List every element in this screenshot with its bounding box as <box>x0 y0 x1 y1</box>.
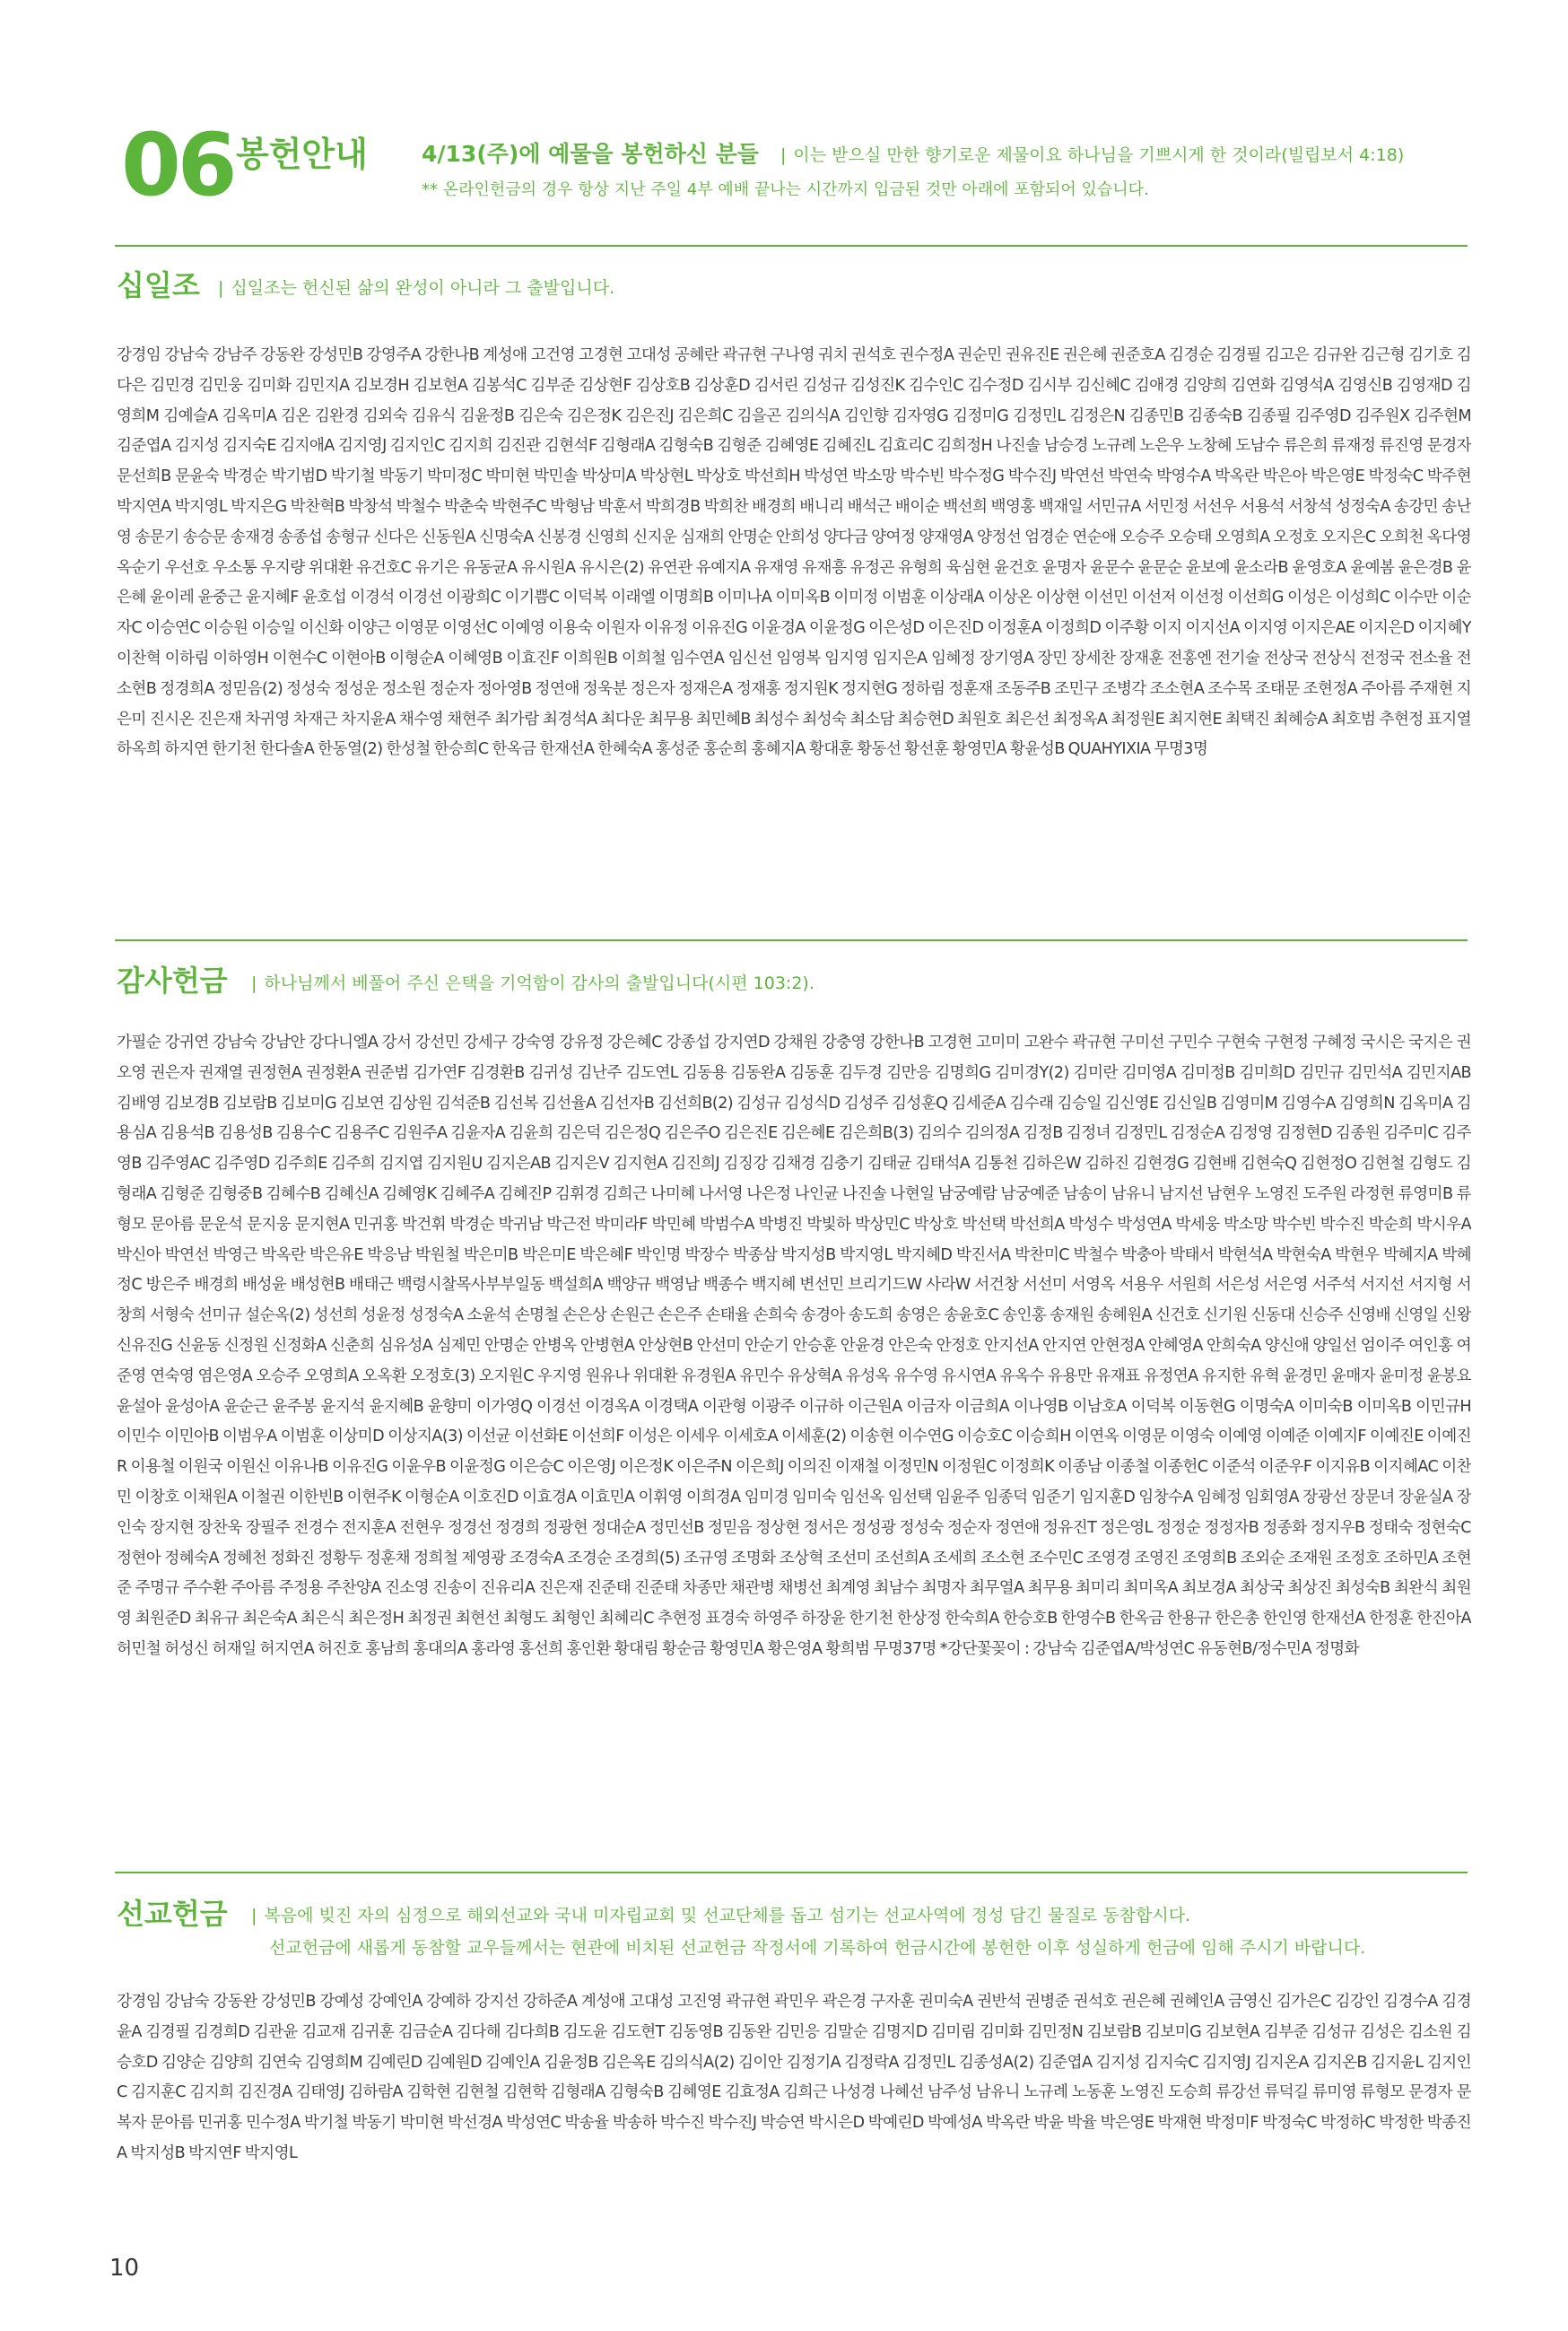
mission-description-text: 복음에 빚진 자의 심정으로 해외선교와 국내 미자립교회 및 선교단체를 돕고 섬기는 선교사역에 정성 담긴 물질로 동참합시다. <box>264 1906 1191 1925</box>
divider-bar: | <box>251 1906 257 1925</box>
tithe-description-text: 십일조는 헌신된 삶의 완성이 아니라 그 출발입니다. <box>231 278 615 298</box>
mission-name-list: 강경임 강남숙 강동완 강성민B 강예성 강예인A 강예하 강지선 강하준A 계성애 고대성 고진영 곽규현 곽민우 곽은경 구자훈 권미숙A 권반석 권병준 권석호 권은혜 권혜인A 금영신 김가은C 김강인 김경수A 김경윤A 김경필 김경희D 김관윤 김교재 김귀훈 김금순A 김다해 김다희B 김도윤 김도현T 김동영B 김동완 김민응 김말순 김명지D 김미림 김미화 김민정N 김보람B 김보미G 김보현A 김부준 김성규 김성은 김소원 김승호D 김양순 김양희 김연숙 김영희M 김예린D 김예원D 김예인A 김윤정B 김은옥E 김의식A(2) 김이안 김정기A 김정락A 김정민L 김종성A(2) 김준엽A 김지성 김지숙C 김지영J 김지온A 김지온B 김지윤L 김지인C 김지훈C 김지희 김진경A 김태영J 김하람A 김학현 김현철 김현학 김형래A 김형숙B 김혜영E 김효정A 김희근 나성경 나혜선 남주성 남유니 노규례 노동훈 노영진 도승희 류강선 류덕길 류미영 류형모 문경자 문복자 문아름 민귀홍 민수정A 박기철 박동기 박미현 박선경A 박성연C 박송율 박송하 박수진 박수진J 박승연 박시은D 박예린D 박예성A 박옥란 박윤 박율 박은영E 박재현 박정미F 박정숙C 박정하C 박정한 박종진A 박지성B 박지연F 박지영L <box>117 1993 1471 2162</box>
divider-line <box>115 1872 1468 1873</box>
thanks-title: 감사헌금 <box>117 964 228 998</box>
tithe-title: 십일조 <box>117 268 200 302</box>
section-number: 06 <box>121 115 234 215</box>
mission-description-line-2: 선교헌금에 새롭게 동참할 교우들께서는 현관에 비치된 선교헌금 작정서에 기록하여 헌금시간에 봉헌한 이후 성실하게 헌금에 임해 주시기 바랍니다. <box>269 1938 1366 1958</box>
online-offering-note: ** 온라인헌금의 경우 항상 지난 주일 4부 예배 끝나는 시간까지 입금된 것만 아래에 포함되어 있습니다. <box>422 180 1149 199</box>
divider-bar: | <box>218 278 224 298</box>
page-number: 10 <box>109 2255 140 2282</box>
thanks-description <box>251 970 814 997</box>
offering-date-heading: 4/13(주)에 예물을 봉헌하신 분들 <box>422 141 759 167</box>
divider-bar: | <box>780 145 787 165</box>
mission-title: 선교헌금 <box>117 1897 228 1931</box>
tithe-name-list: 강경임 강남숙 강남주 강동완 강성민B 강영주A 강한나B 계성애 고건영 고경현 고대성 공혜란 곽규현 구나영 궈치 권석호 권수정A 권순민 권유진E 권은혜 권준호A 김경순 김경필 김고은 김규완 김근형 김기호 김다은 김민경 김민웅 김미화 김민지A 김보경H 김보현A 김봉석C 김부준 김상현F 김상호B 김상훈D 김서린 김성규 김성진K 김수인C 김수정D 김시부 김신혜C 김애경 김양희 김연화 김영석A 김영신B 김영재D 김영희M 김예슬A 김옥미A 김온 김완경 김외숙 김유식 김윤정B 김은숙 김은정K 김은진J 김은희C 김을곤 김의식A 김인향 김자영G 김정미G 김정민L 김정은N 김종민B 김종숙B 김종필 김주영D 김주원X 김주현M 김준엽A 김지성 김지숙E 김지애A 김지영J 김지인C 김지희 김진관 김현석F 김형래A 김형숙B 김형준 김혜영E 김혜진L 김효리C 김희정H 나진솔 남승경 노규례 노은우 노창혜 도남수 류은희 류재정 류진영 문경자 문선희B 문윤숙 박경순 박기범D 박기철 박동기 박미정C 박미현 박민솔 박상미A 박상현L 박상호 박선희H 박성연 박소망 박수빈 박수정G 박수진J 박연선 박연숙 박영수A 박옥란 박은아 박은영E 박정숙C 박주현 박지연A 박지영L 박지은G 박찬혁B 박창석 박철수 박춘숙 박현주C 박형남 박훈서 박희경B 박희찬 배경희 배니리 배석근 배이순 백선희 백영홍 백재일 서민규A 서민정 서선우 서용석 서창석 성정숙A 송강민 송난영 송문기 송승문 송재경 송종섭 송형규 신다은 신동원A 신명숙A 신봉경 신영희 신지운 심재희 안명순 안희성 양다금 양여정 양재영A 양정선 엄경순 연순애 오승주 오승태 오영희A 오정호 오지은C 오희천 옥다영 옥순기 우선호 우소통 우지량 위대환 유건호C 유기은 유동균A 유시원A 유시은(2) 유연관 유예지A 유재영 유재흥 유정곤 유형희 육심현 윤건호 윤명자 윤문수 윤문순 윤보예 윤소라B 윤영호A 윤예봄 윤은경B 윤은혜 윤이레 윤중근 윤지혜F 윤호섭 이경석 이경선 이광희C 이기쁨C 이덕복 이래엘 이명희B 이미나A 이미옥B 이미정 이범훈 이상래A 이상온 이상현 이선민 이선저 이선정 이선희G 이성은 이성희C 이수만 이순자C 이승연C 이승원 이승일 이신화 이양근 이영문 이영선C 이예영 이용숙 이원자 이유정 이유진G 이윤경A 이윤정G 이은성D 이은진D 이정훈A 이정희D 이주황 이지 이지선A 이지영 이지은AE 이지은D 이지혜Y 이찬혁 이하림 이하영H 이현수C 이현아B 이형순A 이혜영B 이효진F 이희원B 이희철 임수연A 임신선 임영복 임지영 임지은A 임혜정 장기영A 장민 장세찬 장재훈 전홍엔 전기술 전상국 전상식 전정국 전소율 전소현B 정경희A 정믿음(2) 정성숙 정성운 정소원 정순자 정아영B 정연애 정욱분 정은자 정재은A 정재홍 정지원K 정지현G 정하림 정훈재 조동주B 조민구 조병각 조소현A 조수목 조태문 조현정A 주아름 주재현 지은미 진시온 진은재 차귀영 차재근 차지윤A 채수영 채현주 최가람 최경석A 최다운 최무용 최민혜B 최성수 최성숙 최소담 최승현D 최원호 최은선 최정옥A 최정원E 최지현E 최택진 최혜승A 최호범 추현정 표지열 하옥희 하지연 한기천 한다솔A 한동열(2) 한성철 한승희C 한옥금 한재선A 한혜숙A 홍성준 홍순희 홍혜지A 황대훈 황동선 황선훈 황영민A 황윤성B QUAHYIXIA 무명3명 <box>117 346 1471 759</box>
tithe-description <box>218 275 614 301</box>
divider-line <box>115 245 1468 247</box>
divider-bar: | <box>251 973 257 993</box>
thanks-description-text: 하나님께서 베풀어 주신 은택을 기억함이 감사의 출발입니다(시편 103:2). <box>264 973 814 993</box>
page-header <box>121 115 1467 229</box>
divider-line <box>115 939 1468 941</box>
thanks-name-list: 가필순 강귀연 강남숙 강남안 강다니엘A 강서 강선민 강세구 강숙영 강유정 강은혜C 강종섭 강지연D 강채원 강충영 강한나B 고경현 고미미 고완수 곽규현 구미선 구민수 구현숙 구현정 구혜정 국시은 국지은 권오영 권은자 권재열 권정현A 권정환A 권준범 김가연F 김경환B 김귀성 김난주 김도연L 김동용 김동완A 김동훈 김두경 김만응 김명희G 김미경Y(2) 김미란 김미영A 김미정B 김미희D 김민규 김민석A 김민지AB 김배영 김보경B 김보람B 김보미G 김보연 김상원 김석준B 김선복 김선율A 김선자B 김선희B(2) 김성규 김성식D 김성주 김성훈Q 김세준A 김수래 김승일 김신영E 김신일B 김영미M 김영수A 김영희N 김옥미A 김용심A 김용석B 김용성B 김용수C 김용주C 김원주A 김윤자A 김윤희 김은덕 김은정Q 김은주O 김은진E 김은혜E 김은희B(3) 김의수 김의정A 김정B 김정녀 김정민L 김정순A 김정영 김정현D 김종원 김주미C 김주영B 김주영AC 김주영D 김주희E 김주희 김지엽 김지원U 김지은AB 김지은V 김지현A 김진희J 김징강 김채경 김충기 김태균 김태석A 김통천 김하은W 김하진 김현경G 김현배 김현숙Q 김현정O 김현철 김형도 김형래A 김형준 김형중B 김혜수B 김혜신A 김혜영K 김혜주A 김혜진P 김휘경 김희근 나미혜 나서영 나은정 나인균 나진솔 나현일 남궁예람 남궁예준 남송이 남유니 남지선 남현우 노영진 도주원 라정현 류영미B 류형모 문아름 문운석 문지웅 문지현A 민귀홍 박건휘 박경순 박귀남 박근전 박미라F 박민혜 박범수A 박병진 박빛하 박상민C 박상호 박선택 박선희A 박성수 박성연A 박세웅 박소망 박수빈 박수진 박순희 박시우A 박신아 박연선 박영근 박옥란 박은유E 박응남 박원철 박은미B 박은미E 박은혜F 박인명 박장수 박종삼 박지성B 박지영L 박지혜D 박진서A 박찬미C 박철수 박충아 박태서 박현석A 박현숙A 박현우 박혜지A 박혜정C 방은주 배경희 배성윤 배성현B 배태근 백령시찰목사부부일동 백설희A 백양규 백영남 백종수 백지혜 변선민 브리기드W 사라W 서건창 서선미 서영옥 서용우 서원희 서은성 서은영 서주석 서지선 서지형 서창희 서형숙 선미규 설순옥(2) 성선희 성윤정 성정숙A 소윤석 손명철 손은상 손원근 손은주 손태율 손희숙 송경아 송도희 송영은 송윤호C 송인홍 송재원 송혜원A 신건호 신기원 신동대 신승주 신영배 신영일 신왕 신유진G 신윤동 신정원 신정화A 신춘희 심유성A 심제민 안명순 안병옥 안병현A 안상현B 안선미 안순기 안승훈 안윤경 안은숙 안정호 안지선A 안지연 안현정A 안혜영A 안희숙A 양신애 양일선 엄이주 여인홍 여준영 연숙영 염은영A 오승주 오영희A 오옥환 오정호(3) 오지원C 우지영 원유나 위대환 유경원A 유민수 유상혁A 유성옥 유수영 유시연A 유옥수 유용만 유재표 유정연A 유지한 유혁 윤경민 윤매자 윤미정 윤봉요 윤설아 윤성아A 윤순근 윤주봉 윤지석 윤지혜B 윤향미 이가영Q 이경선 이경옥A 이경택A 이관형 이광주 이규하 이근원A 이금자 이금희A 이나영B 이남호A 이덕복 이동현G 이명숙A 이미숙B 이미옥B 이민규H 이민수 이민아B 이범우A 이범훈 이상미D 이상지A(3) 이선균 이선화E 이선희F 이성은 이세우 이세호A 이세훈(2) 이송현 이수연G 이승호C 이승희H 이연옥 이영문 이영숙 이예영 이예준 이예지F 이예진E 이예진R 이용철 이원국 이원신 이유나B 이유진G 이윤우B 이윤정G 이은승C 이은영J 이은정K 이은주N 이은희J 이의진 이재철 이정민N 이정원C 이정희K 이종남 이종철 이종헌C 이준석 이준우F 이지유B 이지혜AC 이찬민 이창호 이채원A 이철권 이한빈B 이현주K 이형순A 이호진D 이효경A 이효민A 이휘영 이희경A 임미경 임미숙 임선옥 임선택 임윤주 임종덕 임준기 임지훈D 임창수A 임혜정 임회영A 장광선 장문녀 장윤실A 장인숙 장지현 장찬욱 장필주 전경수 전지훈A 전현우 정경선 정경희 정광현 정대순A 정민선B 정믿음 정상현 정서은 정성광 정성숙 정순자 정연애 정유진T 정은영L 정정순 정정자B 정종화 정지우B 정태숙 정현숙C 정현아 정혜숙A 정혜천 정화진 정황두 정훈채 정희철 제영광 조경숙A 조경순 조경희(5) 조규영 조명화 조상혁 조선미 조선희A 조세희 조소현 조수민C 조영경 조영진 조영희B 조외순 조재원 조정호 조하민A 조현준 주명규 주수환 주아름 주정용 주찬양A 진소영 진송이 진유리A 진은재 진준태 진준태 차종만 채관병 채병선 최계영 최남수 최명자 최무열A 최무용 최미리 최미옥A 최보경A 최상국 최상진 최성숙B 최완식 최원영 최원준D 최유규 최은숙A 최은식 최은정H 최정권 최현선 최형도 최형인 최혜리C 추현정 표경숙 하영주 하장윤 한기천 한상정 한숙희A 한승호B 한영수B 한옥금 한용규 한은총 한인영 한재선A 한정훈 한진아A 허민철 허성신 허재일 허지연A 허진호 홍남희 홍대의A 홍라영 홍선희 홍인환 황대림 황순금 황영민A 황은영A 황희범 무명37명 *강단꽃꽂이 : 강남숙 김준엽A/박성연C 유동현B/정수민A 정명화 <box>117 1034 1471 1658</box>
header-verse <box>780 142 1404 169</box>
mission-description-line-1 <box>251 1902 1190 1929</box>
section-title: 봉헌안내 <box>236 135 368 174</box>
header-verse-text: 이는 받으실 만한 향기로운 제물이요 하나님을 기쁘시게 한 것이라(빌립보서 4:18) <box>793 145 1405 165</box>
